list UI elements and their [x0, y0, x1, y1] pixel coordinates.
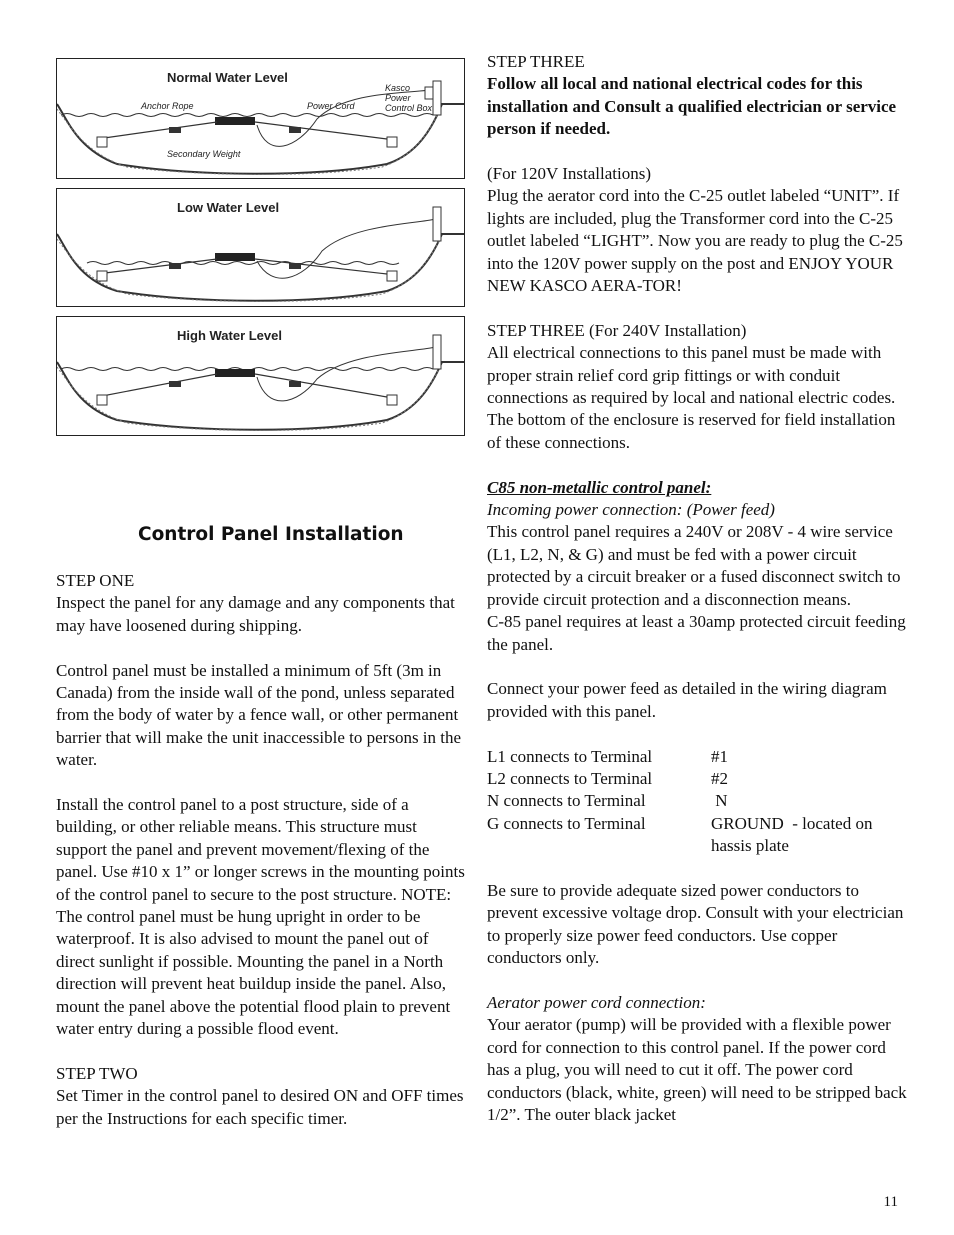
label-control-box: Kasco Power Control Box — [385, 83, 433, 113]
incoming-power-text: This control panel requires a 240V or 208V - 4 wire service (L1, L2, N, & G) and must be fed with a power circuit protected by a circuit breaker or a fused disconnect switch to provide circuit protection and a disconnection means. — [487, 522, 901, 609]
incoming-power-heading: Incoming power connection: (Power feed) — [487, 500, 775, 520]
label-power-cord: Power Cord — [307, 101, 355, 111]
terminal-label: G connects to Terminal — [487, 813, 646, 833]
diagram-normal-water-level — [56, 58, 465, 179]
c85-amp-text: C-85 panel requires at least a 30amp protected circuit feeding the panel. — [487, 612, 906, 654]
v240-heading: STEP THREE (For 240V Installation) — [487, 320, 747, 340]
diagram-title: Normal Water Level — [167, 70, 288, 85]
step-one-label: STEP ONE — [56, 571, 135, 590]
mounting-paragraph: Install the control panel to a post structure, side of a building, or other reliable means. This structure must support the panel and prevent movement/flexing of the panel. Use #10 x 1” or longer screws in the mounting points of the control panel to secure to the post structure. NOTE: The control panel must be hung upright in order to be waterproof. It is also advised to mount the panel out of direct sunlight if possible. Mounting the panel in a North direction will prevent heat buildup inside the panel. Also, mount the panel above the potential flood plain to prevent water entry during a possible flood event. — [56, 795, 465, 1039]
label-anchor-rope: Anchor Rope — [141, 101, 194, 111]
diagram-high-water-level — [56, 316, 465, 436]
cord-connection-heading: Aerator power cord connection: — [487, 992, 706, 1012]
step-two-text: Set Timer in the control panel to desired ON and OFF times per the Instructions for each specific timer. — [56, 1086, 464, 1128]
terminal-row — [487, 790, 907, 812]
step-two-label: STEP TWO — [56, 1063, 138, 1083]
electrical-codes-warning: Follow all local and national electrical codes for this installation and Consult a qualified electrician or service person if needed. — [487, 74, 897, 139]
terminal-row — [487, 746, 907, 768]
connect-feed-text: Connect your power feed as detailed in the wiring diagram provided with this panel. — [487, 679, 887, 721]
terminal-row — [487, 813, 907, 858]
label-secondary-weight: Secondary Weight — [167, 149, 241, 159]
diagram-low-water-level — [56, 188, 465, 307]
c85-heading: C85 non-metallic control panel: — [487, 477, 712, 497]
diagram-title: High Water Level — [177, 328, 282, 343]
terminal-value: #1 — [711, 746, 728, 766]
distance-paragraph: Control panel must be installed a minimum of 5ft (3m in Canada) from the inside wall of the pond, unless separated from the body of water by a fence wall, or other permanent barrier that will make the unit inaccessible to persons in the water. — [56, 660, 462, 770]
conductors-text: Be sure to provide adequate sized power conductors to prevent excessive voltage drop. Consult with your electrician to properly size power feed conductors. Use copper conductors only. — [487, 880, 904, 968]
step-three-label: STEP THREE — [487, 52, 585, 71]
diagram-title: Low Water Level — [177, 200, 280, 215]
page-number: 11 — [883, 1194, 898, 1210]
terminal-label: L1 connects to Terminal — [487, 746, 653, 766]
v240-text: All electrical connections to this panel must be made with proper strain relief cord grip fittings or with conduit connections as required by local and national electric codes. The bottom of the enclosure is reserved for field installation of these connections. — [487, 343, 896, 452]
cord-connection-text: Your aerator (pump) will be provided with a flexible power cord for connection to this control panel. If the power cord has a plug, you will need to cut it off. The power cord conductors (black, white, green) will need to be stripped back 1/2”. The outer black jacket — [487, 1015, 907, 1124]
terminal-value: #2 — [711, 768, 728, 788]
terminal-row — [487, 768, 907, 790]
terminal-label: L2 connects to Terminal — [487, 768, 653, 788]
right-column — [487, 51, 907, 1126]
left-column — [56, 58, 468, 1130]
v120-heading: (For 120V Installations) — [487, 164, 652, 184]
terminal-value: N — [711, 791, 728, 811]
section-heading: Control Panel Installation — [138, 524, 404, 545]
terminal-table — [487, 746, 907, 858]
v120-text: Plug the aerator cord into the C-25 outlet labeled “UNIT”. If lights are included, plug the Transformer cord into the C-25 outlet labeled “LIGHT”. Now you are ready to plug the C-25 into the 120V power supply on the post and ENJOY YOUR NEW KASCO AERA-TOR! — [487, 186, 903, 296]
terminal-label: N connects to Terminal — [487, 791, 646, 811]
step-one-text: Inspect the panel for any damage and any components that may have loosened during shipping. — [56, 593, 455, 635]
terminal-value: GROUND - located on hassis plate — [711, 813, 877, 856]
